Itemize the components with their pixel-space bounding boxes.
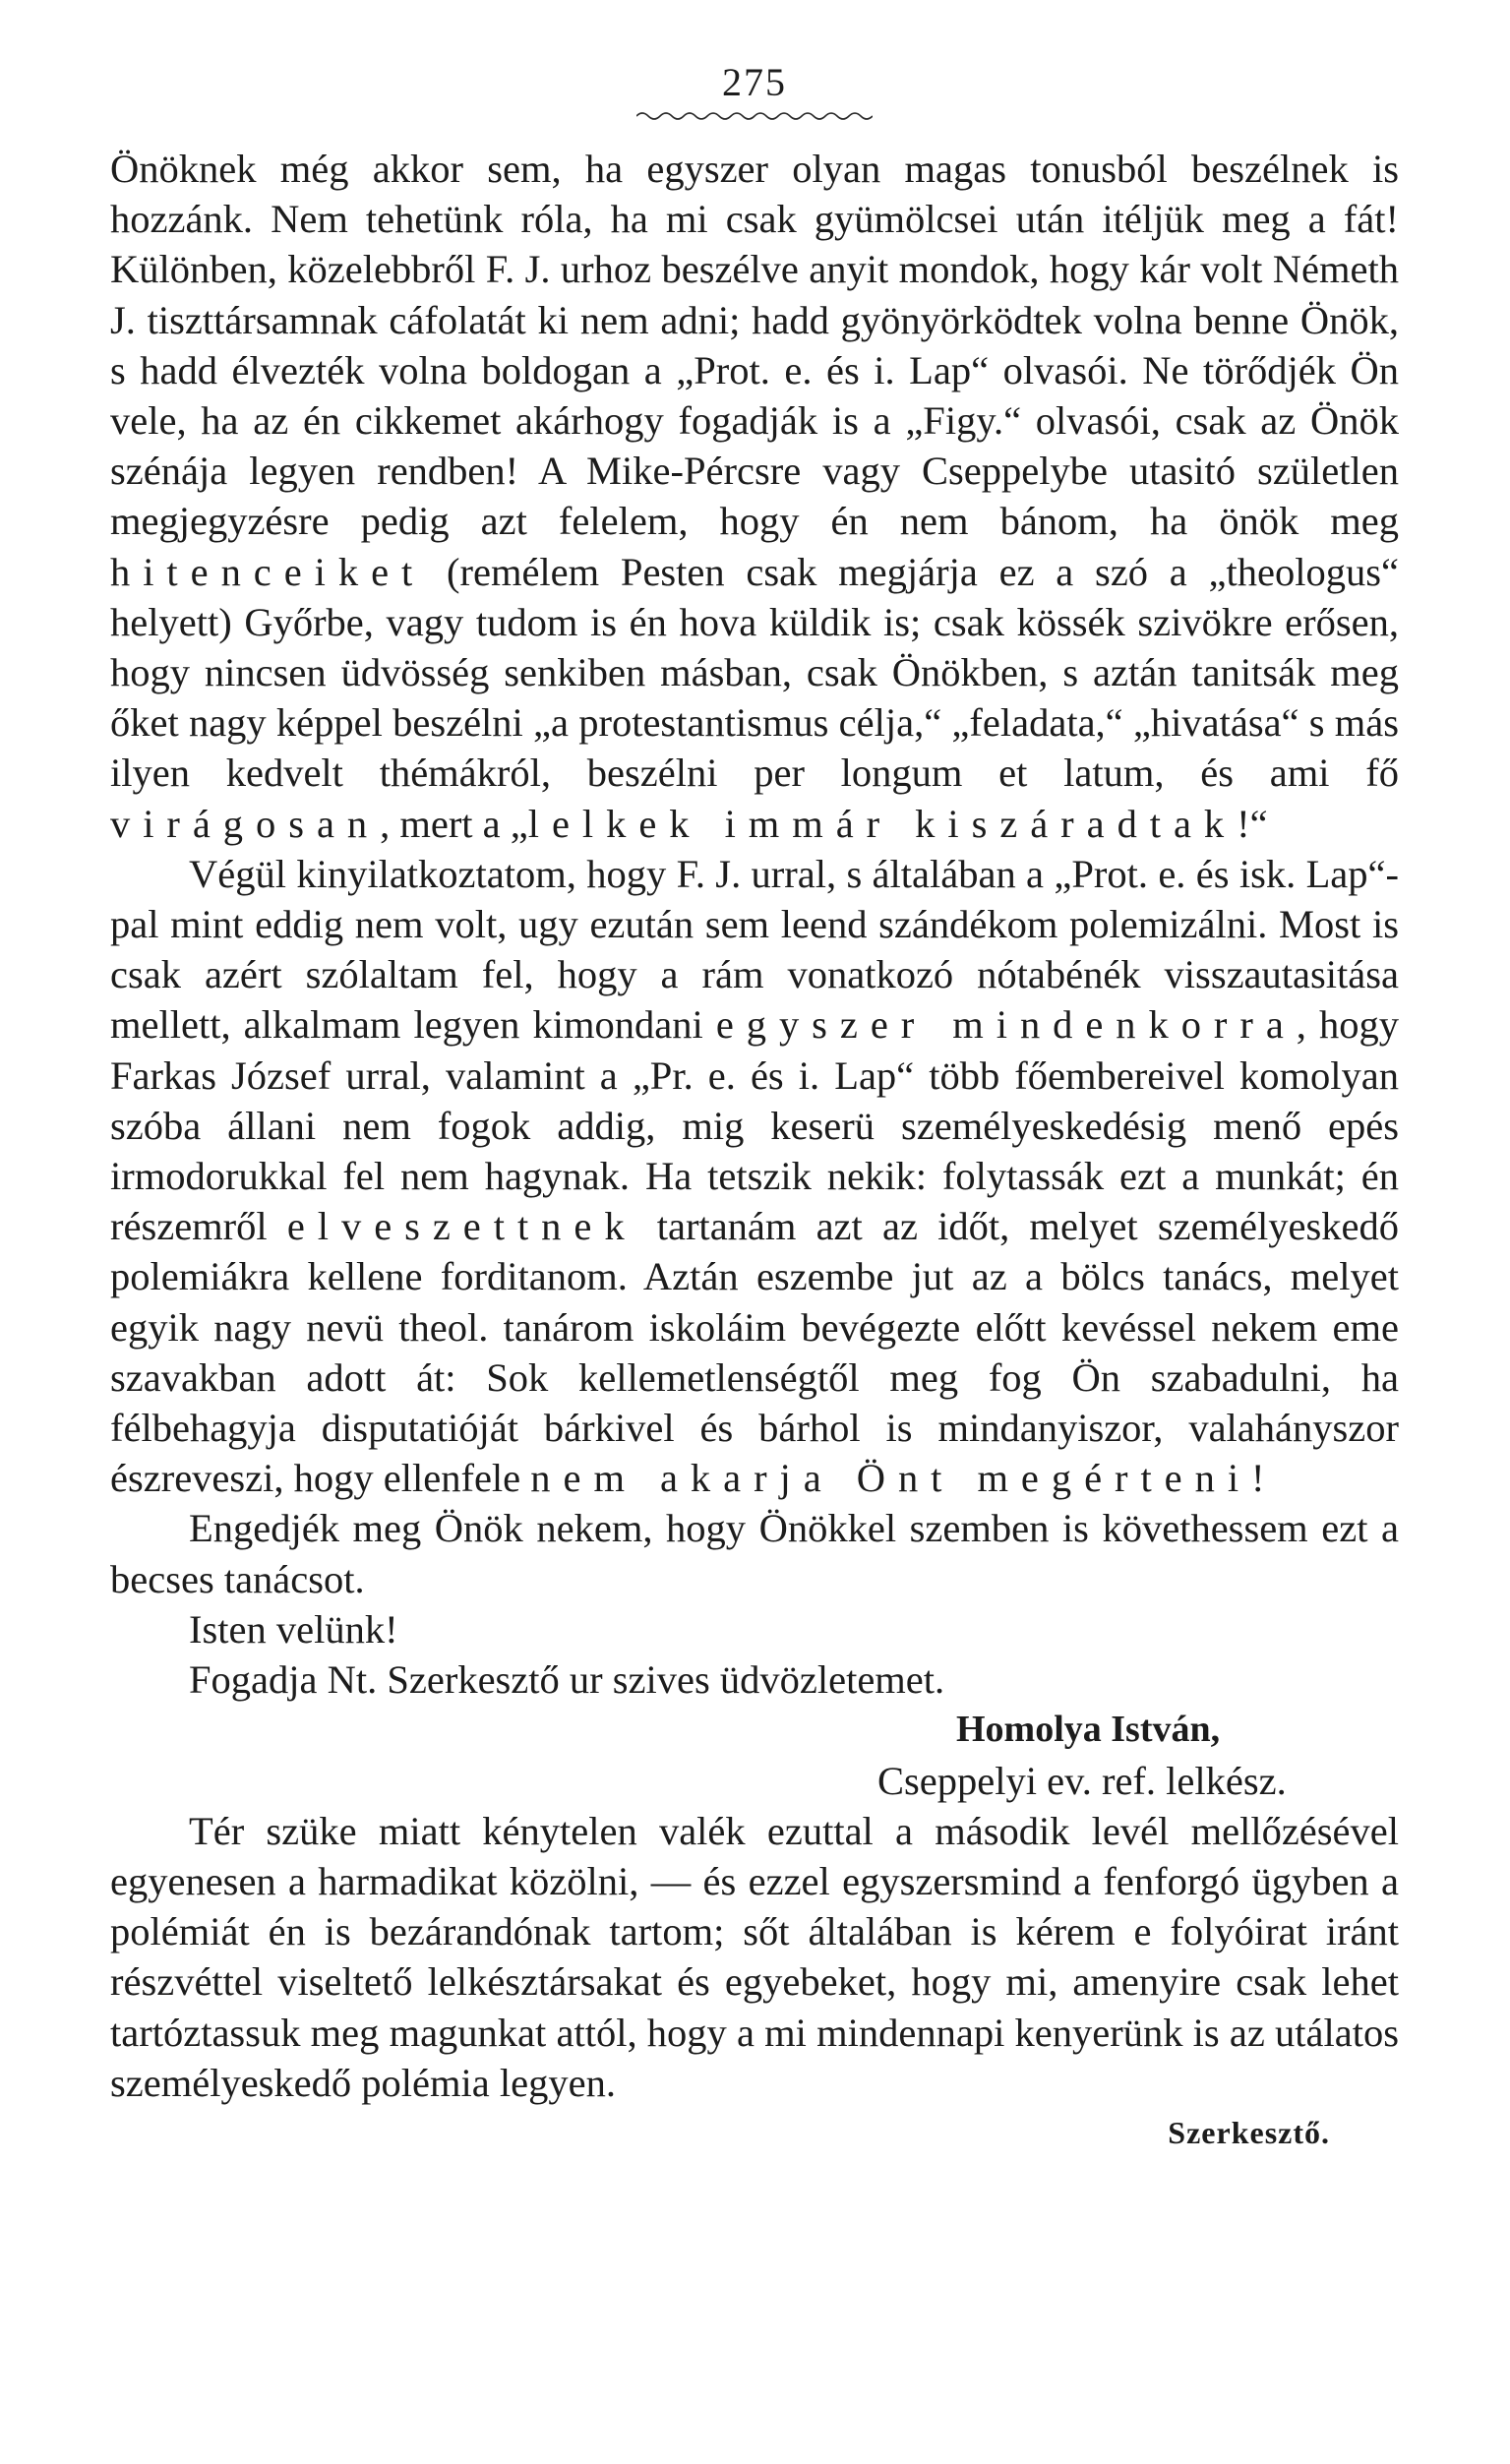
paragraph-1-text-b: (remélem Pesten csak megjárja ez a szó a „theologus“ helyett) Győrbe, vagy tudom is én hova küldik is; csak kössék szivökre erősen, hogy nincsen üdvösség senkiben másban, csak Önökben, s aztán tanitsák meg őket nagy képpel beszélni „a protestantismus célja,“ „feladata,“ „hivatása“ s más ilyen kedvelt thémákról, beszélni per longum et latum, és ami fő [110,549,1399,796]
paragraph-2-text-a: Végül kinyilatkoztatom, hogy F. J. urral, s általában a „Prot. e. és isk. Lap“-pal mint eddig nem volt, ugy ezután sem leend szándékom polemizálni. Most is csak azért szólaltam fel, hogy a rám vonatkozó nótabénék visszautasitása mellett, alkalmam legyen kimondani [110,851,1399,1048]
paragraph-1-emphasis-1: hitenceiket [110,549,426,594]
paragraph-4: Isten velünk! [189,1606,398,1652]
paragraph-2 [110,849,1399,1504]
paragraph-5: Fogadja Nt. Szerkesztő ur szives üdvözletemet. [189,1657,945,1703]
paragraph-1 [110,144,1399,849]
editor-signature: Szerkesztő. [1168,2114,1330,2150]
paragraph-6: Tér szüke miatt kénytelen valék ezuttal a második levél mellőzésével egyenesen a harmadikat közölni, — és ezzel egyszersmind a fenforgó ügyben a polémiát én is bezárandónak tartom; sőt általában is kérem e folyóirat iránt részvéttel viseltető lelkésztársakat és egyebeket, hogy mi, amenyire csak lehet tartóztassuk meg magunkat attól, hogy a mi mindennapi kenyerünk is az utálatos személyeskedő polémia legyen. [110,1808,1399,2105]
paragraph-1-text-a: Önöknek még akkor sem, ha egyszer olyan magas tonusból beszélnek is hozzánk. Nem tehetünk róla, ha mi csak gyümölcsei után itéljük meg a fát! Különben, közelebbről F. J. urhoz beszélve anyit mondok, hogy kár volt Németh J. tiszttársamnak cáfolatát ki nem adni; hadd gyönyörködtek volna benne Önök, s hadd élvezték volna boldogan a „Prot. e. és i. Lap“ olvasói. Ne törődjék Ön vele, ha az én cikkemet akárhogy fogadják is a „Figy.“ olvasói, csak az Önök szénája legyen rendben! A Mike-Pércsre vagy Cseppelybe utasitó születlen megjegyzésre pedig azt felelem, hogy én nem bánom, ha önök meg [110,147,1399,544]
paragraph-1-emphasis-3: lelkek immár kiszáradtak [527,801,1238,846]
document-page [110,59,1399,2158]
paragraph-1-text-c: , mert a „ [380,801,528,846]
paragraph-3: Engedjék meg Önök nekem, hogy Önökkel szemben is követhessem ezt a becses tanácsot. [110,1506,1399,1601]
paragraph-2-emphasis-3: nem akarja Önt megérteni [530,1456,1252,1501]
paragraph-2-emphasis-2: elveszettnek [286,1204,637,1249]
paragraph-2-emphasis-1: egyszer mindenkorra [715,1002,1297,1048]
signature-title: Cseppelyi ev. ref. lelkész. [877,1758,1287,1803]
paragraph-2-text-b: , hogy Farkas József urral, valamint a „Pr. e. és i. Lap“ több főembereivel komolyan szóba állani nem fogok addig, mig keserü személyeskedésig menő epés irmodorukkal fel nem hagynak. Ha tetszik nekik: folytassák ezt a munkát; én részemről [110,1002,1399,1249]
wavy-ornament-icon [636,110,873,122]
page-number: 275 [722,60,787,104]
paragraph-1-text-d: !“ [1237,801,1268,846]
signature-name: Homolya István, [956,1709,1221,1751]
paragraph-2-text-d: ! [1251,1456,1265,1501]
paragraph-1-emphasis-2: virágosan [110,801,381,846]
paragraph-2-text-c: tartanám azt az időt, melyet személyeskedő polemiákra kellene forditanom. Aztán eszembe jut az a bölcs tanács, melyet egyik nagy nevü theol. tanárom iskoláim bevégezte előtt kevéssel nekem eme szavakban adott át: Sok kellemetlenségtől meg fog Ön szabadulni, ha félbehagyja disputatióját bárkivel és bárhol is mindanyiszor, valahányszor észreveszi, hogy ellenfele [110,1204,1399,1501]
